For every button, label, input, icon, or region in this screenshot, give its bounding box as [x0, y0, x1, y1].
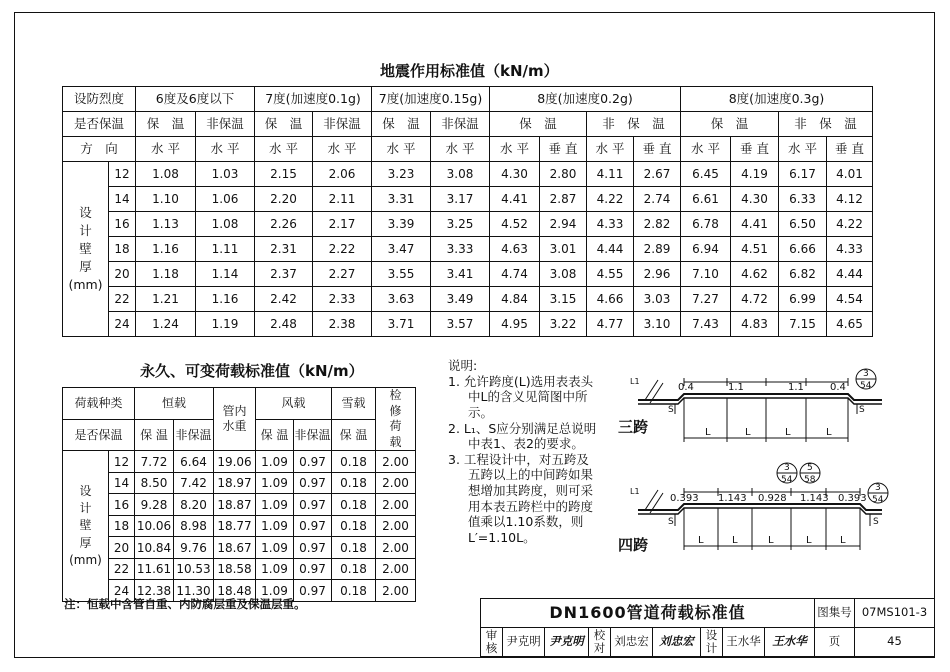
span-l-label: L	[768, 535, 774, 546]
thickness-value: 14	[109, 472, 135, 494]
ins-header: 保 温	[256, 419, 294, 451]
table-row	[63, 162, 873, 187]
cell: 2.74	[634, 187, 681, 212]
cell: 2.11	[313, 187, 372, 212]
intensity-6: 6度及6度以下	[136, 87, 255, 112]
span-l-label: L	[698, 535, 704, 546]
cell: 6.82	[779, 262, 827, 287]
span-l-label: L	[840, 535, 846, 546]
cell: 10.84	[135, 537, 174, 559]
cell: 2.26	[255, 212, 313, 237]
note-1: 1. 允许跨度(L)选用表表头中L的含义见简图中所示。	[448, 373, 594, 420]
cell: 4.84	[490, 287, 540, 312]
cell: 4.95	[490, 312, 540, 337]
dir-h: 水 平	[372, 137, 431, 162]
cell: 12.38	[135, 580, 174, 602]
cell: 10.06	[135, 515, 174, 537]
cell: 3.71	[372, 312, 431, 337]
s-label: S	[668, 405, 674, 415]
load-type-label: 荷载种类	[63, 388, 135, 420]
cell: 1.09	[256, 558, 294, 580]
thickness-value: 16	[109, 494, 135, 516]
cell: 3.15	[540, 287, 587, 312]
cell: 6.64	[174, 451, 214, 473]
cell: 2.94	[540, 212, 587, 237]
unins-header: 非保温	[431, 112, 490, 137]
cell: 3.23	[372, 162, 431, 187]
ratio-label: 1.143	[800, 493, 829, 504]
thickness-value: 18	[109, 237, 136, 262]
cell: 9.28	[135, 494, 174, 516]
cell: 7.27	[681, 287, 731, 312]
span-l-label: L	[806, 535, 812, 546]
cell: 3.17	[431, 187, 490, 212]
cell: 1.13	[136, 212, 196, 237]
ratio-label: 0.928	[758, 493, 787, 504]
dir-h: 水 平	[587, 137, 634, 162]
ratio-label: 0.393	[838, 493, 867, 504]
cell: 2.42	[255, 287, 313, 312]
dir-h: 水 平	[196, 137, 255, 162]
cell: 0.97	[294, 558, 332, 580]
cell: 6.50	[779, 212, 827, 237]
cell: 6.33	[779, 187, 827, 212]
cell: 4.30	[490, 162, 540, 187]
cell: 3.63	[372, 287, 431, 312]
cell: 4.74	[490, 262, 540, 287]
seismic-table-title: 地震作用标准值（kN/m）	[380, 62, 559, 80]
cell: 10.53	[174, 558, 214, 580]
design-label: 设计	[701, 628, 723, 657]
cell: 2.00	[376, 515, 416, 537]
maintenance-header: 检修荷载	[376, 388, 416, 451]
cell: 1.09	[256, 472, 294, 494]
cell: 18.67	[214, 537, 256, 559]
cell: 8.20	[174, 494, 214, 516]
cell: 4.01	[827, 162, 873, 187]
cell: 2.80	[540, 162, 587, 187]
dir-h: 水 平	[490, 137, 540, 162]
ins-header: 保 温	[490, 112, 587, 137]
dir-h: 水 平	[136, 137, 196, 162]
cell: 2.17	[313, 212, 372, 237]
cell: 4.52	[490, 212, 540, 237]
span-l-label: L	[826, 427, 832, 438]
cell: 2.15	[255, 162, 313, 187]
notes	[448, 358, 598, 546]
note-3: 3. 工程设计中，对五跨及五跨以上的中间跨如果想增加其跨度，则可采用本表五跨栏中的跨度值乘以1.10系数，则L′=1.10L。	[448, 451, 594, 545]
unins-header: 非保温	[174, 419, 214, 451]
cell: 9.76	[174, 537, 214, 559]
thickness-value: 20	[109, 262, 136, 287]
ratio-label: 0.393	[670, 493, 699, 504]
cell: 4.51	[731, 237, 779, 262]
cell: 2.00	[376, 472, 416, 494]
cell: 18.97	[214, 472, 256, 494]
cell: 2.00	[376, 580, 416, 602]
water-weight-header: 管内水重	[214, 388, 256, 451]
footnote: 注：恒载中含管自重、内防腐层重及保温层重。	[64, 597, 306, 611]
cell: 7.10	[681, 262, 731, 287]
cell: 7.42	[174, 472, 214, 494]
thickness-value: 12	[109, 451, 135, 473]
cell: 0.18	[332, 451, 376, 473]
thickness-value: 14	[109, 187, 136, 212]
table-row	[63, 262, 873, 287]
intensity-7-01g: 7度(加速度0.1g)	[255, 87, 372, 112]
cell: 2.20	[255, 187, 313, 212]
cell: 1.19	[196, 312, 255, 337]
four-span-label: 四跨	[618, 536, 649, 554]
cell: 2.00	[376, 451, 416, 473]
cell: 3.47	[372, 237, 431, 262]
span-l-label: L	[785, 427, 791, 438]
cell: 0.97	[294, 515, 332, 537]
ref-den: 58	[804, 475, 816, 485]
dead-load-header: 恒载	[135, 388, 214, 420]
table-row	[63, 312, 873, 337]
cell: 0.97	[294, 537, 332, 559]
ratio-label: 0.4	[830, 382, 846, 393]
designer-name: 王水华	[723, 628, 765, 657]
cell: 1.09	[256, 537, 294, 559]
cell: 7.15	[779, 312, 827, 337]
cell: 4.66	[587, 287, 634, 312]
table-row	[63, 237, 873, 262]
ratio-label: 1.1	[788, 382, 804, 393]
wind-load-header: 风载	[256, 388, 332, 420]
cell: 6.66	[779, 237, 827, 262]
three-span-pipe	[638, 394, 882, 400]
thickness-value: 22	[109, 287, 136, 312]
cell: 0.97	[294, 494, 332, 516]
table-row	[63, 472, 416, 494]
l1-label: L1	[630, 377, 640, 386]
cell: 2.96	[634, 262, 681, 287]
intensity-label: 设防烈度	[63, 87, 136, 112]
dir-v: 垂 直	[731, 137, 779, 162]
table-row	[63, 494, 416, 516]
ref-num: 3	[863, 369, 869, 379]
cell: 0.97	[294, 580, 332, 602]
cell: 0.18	[332, 580, 376, 602]
cell: 7.72	[135, 451, 174, 473]
cell: 2.48	[255, 312, 313, 337]
thickness-label: 设 计 壁 厚 (mm)	[63, 451, 109, 602]
atlas-label: 图集号	[815, 599, 855, 628]
checker-name: 刘忠宏	[611, 628, 653, 657]
cell: 0.97	[294, 472, 332, 494]
ins-header: 保 温	[332, 419, 376, 451]
title-block	[480, 598, 935, 657]
table-row	[63, 212, 873, 237]
cell: 4.33	[587, 212, 634, 237]
cell: 1.08	[136, 162, 196, 187]
dir-h: 水 平	[681, 137, 731, 162]
ref-den: 54	[860, 381, 872, 391]
cell: 18.87	[214, 494, 256, 516]
cell: 3.33	[431, 237, 490, 262]
cell: 2.06	[313, 162, 372, 187]
cell: 0.18	[332, 537, 376, 559]
cell: 4.11	[587, 162, 634, 187]
cell: 4.41	[490, 187, 540, 212]
cell: 18.58	[214, 558, 256, 580]
thickness-value: 24	[109, 312, 136, 337]
load-table-title: 永久、可变荷载标准值（kN/m）	[140, 362, 364, 380]
thickness-value: 24	[109, 580, 135, 602]
drawing-title: DN1600管道荷载标准值	[481, 599, 815, 628]
cell: 4.83	[731, 312, 779, 337]
cell: 2.00	[376, 558, 416, 580]
load-type-row	[63, 388, 416, 420]
insulation-row	[63, 112, 873, 137]
cell: 2.87	[540, 187, 587, 212]
seismic-load-table	[62, 86, 873, 337]
cell: 1.14	[196, 262, 255, 287]
check-label: 校对	[589, 628, 611, 657]
cell: 4.54	[827, 287, 873, 312]
span-l-label: L	[745, 427, 751, 438]
cell: 4.30	[731, 187, 779, 212]
cell: 2.00	[376, 494, 416, 516]
dir-v: 垂 直	[634, 137, 681, 162]
cell: 0.97	[294, 451, 332, 473]
cell: 3.22	[540, 312, 587, 337]
cell: 0.18	[332, 472, 376, 494]
table-row	[63, 558, 416, 580]
table-row	[63, 287, 873, 312]
l1-label: L1	[630, 487, 640, 496]
cell: 3.55	[372, 262, 431, 287]
ratio-label: 0.4	[678, 382, 694, 393]
three-span-label: 三跨	[618, 418, 649, 436]
cell: 3.03	[634, 287, 681, 312]
ins-header: 保 温	[372, 112, 431, 137]
insulation-label: 是否保温	[63, 112, 136, 137]
cell: 19.06	[214, 451, 256, 473]
cell: 1.03	[196, 162, 255, 187]
ratio-label: 1.143	[718, 493, 747, 504]
cell: 4.22	[827, 212, 873, 237]
cell: 4.12	[827, 187, 873, 212]
cell: 3.25	[431, 212, 490, 237]
s-label: S	[859, 405, 865, 415]
permanent-variable-load-table	[62, 387, 416, 602]
cell: 6.45	[681, 162, 731, 187]
intensity-8-03g: 8度(加速度0.3g)	[681, 87, 873, 112]
cell: 1.08	[196, 212, 255, 237]
cell: 8.50	[135, 472, 174, 494]
cell: 2.22	[313, 237, 372, 262]
dir-h: 水 平	[779, 137, 827, 162]
cell: 0.18	[332, 558, 376, 580]
cell: 2.27	[313, 262, 372, 287]
span-diagrams	[600, 360, 900, 580]
cell: 18.48	[214, 580, 256, 602]
cell: 3.08	[540, 262, 587, 287]
table-row	[63, 451, 416, 473]
span-l-label: L	[732, 535, 738, 546]
cell: 2.00	[376, 537, 416, 559]
cell: 6.78	[681, 212, 731, 237]
cell: 8.98	[174, 515, 214, 537]
cell: 4.77	[587, 312, 634, 337]
notes-heading: 说明:	[448, 358, 478, 373]
cell: 1.09	[256, 580, 294, 602]
unins-header: 非保温	[294, 419, 332, 451]
table-row	[63, 187, 873, 212]
cell: 1.21	[136, 287, 196, 312]
ins-header: 保 温	[135, 419, 174, 451]
cell: 2.31	[255, 237, 313, 262]
direction-row	[63, 137, 873, 162]
unins-header: 非保温	[196, 112, 255, 137]
cell: 3.41	[431, 262, 490, 287]
cell: 6.94	[681, 237, 731, 262]
intensity-8-02g: 8度(加速度0.2g)	[490, 87, 681, 112]
cell: 1.11	[196, 237, 255, 262]
ref-den: 54	[781, 475, 793, 485]
cell: 1.18	[136, 262, 196, 287]
dir-h: 水 平	[313, 137, 372, 162]
review-label: 审核	[481, 628, 503, 657]
cell: 1.10	[136, 187, 196, 212]
s-label: S	[668, 517, 674, 527]
cell: 2.33	[313, 287, 372, 312]
cell: 11.30	[174, 580, 214, 602]
cell: 4.19	[731, 162, 779, 187]
ref-num: 3	[784, 463, 790, 473]
page-number: 45	[855, 628, 935, 657]
thickness-value: 20	[109, 537, 135, 559]
intensity-7-015g: 7度(加速度0.15g)	[372, 87, 490, 112]
cell: 1.09	[256, 494, 294, 516]
table-row	[63, 515, 416, 537]
cell: 2.37	[255, 262, 313, 287]
ratio-label: 1.1	[728, 382, 744, 393]
dir-v: 垂 直	[827, 137, 873, 162]
cell: 4.44	[587, 237, 634, 262]
cell: 1.16	[196, 287, 255, 312]
cell: 2.82	[634, 212, 681, 237]
cell: 3.39	[372, 212, 431, 237]
cell: 4.65	[827, 312, 873, 337]
cell: 2.89	[634, 237, 681, 262]
insulation-label: 是否保温	[63, 419, 135, 451]
ins-header: 保 温	[136, 112, 196, 137]
cell: 18.77	[214, 515, 256, 537]
cell: 6.17	[779, 162, 827, 187]
cell: 3.08	[431, 162, 490, 187]
cell: 4.44	[827, 262, 873, 287]
thickness-value: 18	[109, 515, 135, 537]
ref-num: 3	[875, 483, 881, 493]
ref-num: 5	[807, 463, 813, 473]
cell: 3.31	[372, 187, 431, 212]
cell: 6.61	[681, 187, 731, 212]
cell: 3.10	[634, 312, 681, 337]
cell: 0.18	[332, 515, 376, 537]
table-row	[63, 537, 416, 559]
reviewer-name: 尹克明	[503, 628, 545, 657]
cell: 11.61	[135, 558, 174, 580]
thickness-label: 设 计 壁 厚 (mm)	[63, 162, 109, 337]
cell: 4.22	[587, 187, 634, 212]
cell: 4.62	[731, 262, 779, 287]
designer-signature: 王水华	[765, 628, 815, 657]
dir-h: 水 平	[255, 137, 313, 162]
ins-header: 保 温	[255, 112, 313, 137]
cell: 3.01	[540, 237, 587, 262]
unins-header: 非保温	[313, 112, 372, 137]
thickness-value: 12	[109, 162, 136, 187]
direction-label: 方 向	[63, 137, 136, 162]
span-l-label: L	[705, 427, 711, 438]
unins-header: 非 保 温	[779, 112, 873, 137]
cell: 1.16	[136, 237, 196, 262]
atlas-number: 07MS101-3	[855, 599, 935, 628]
thickness-value: 22	[109, 558, 135, 580]
cell: 4.41	[731, 212, 779, 237]
cell: 4.63	[490, 237, 540, 262]
cell: 1.09	[256, 451, 294, 473]
thickness-value: 16	[109, 212, 136, 237]
cell: 1.09	[256, 515, 294, 537]
dir-h: 水 平	[431, 137, 490, 162]
snow-load-header: 雪载	[332, 388, 376, 420]
cell: 2.38	[313, 312, 372, 337]
cell: 2.67	[634, 162, 681, 187]
dir-v: 垂 直	[540, 137, 587, 162]
intensity-row	[63, 87, 873, 112]
four-span-pipe	[638, 504, 882, 510]
cell: 1.24	[136, 312, 196, 337]
cell: 3.49	[431, 287, 490, 312]
cell: 4.72	[731, 287, 779, 312]
cell: 4.33	[827, 237, 873, 262]
cell: 0.18	[332, 494, 376, 516]
cell: 1.06	[196, 187, 255, 212]
cell: 3.57	[431, 312, 490, 337]
checker-signature: 刘忠宏	[653, 628, 701, 657]
cell: 7.43	[681, 312, 731, 337]
ins-header: 保 温	[681, 112, 779, 137]
cell: 4.55	[587, 262, 634, 287]
ref-den: 54	[872, 495, 884, 505]
s-label: S	[873, 517, 879, 527]
reviewer-signature: 尹克明	[545, 628, 589, 657]
page-label: 页	[815, 628, 855, 657]
note-2: 2. L₁、S应分别满足总说明中表1、表2的要求。	[448, 420, 597, 452]
unins-header: 非 保 温	[587, 112, 681, 137]
cell: 6.99	[779, 287, 827, 312]
